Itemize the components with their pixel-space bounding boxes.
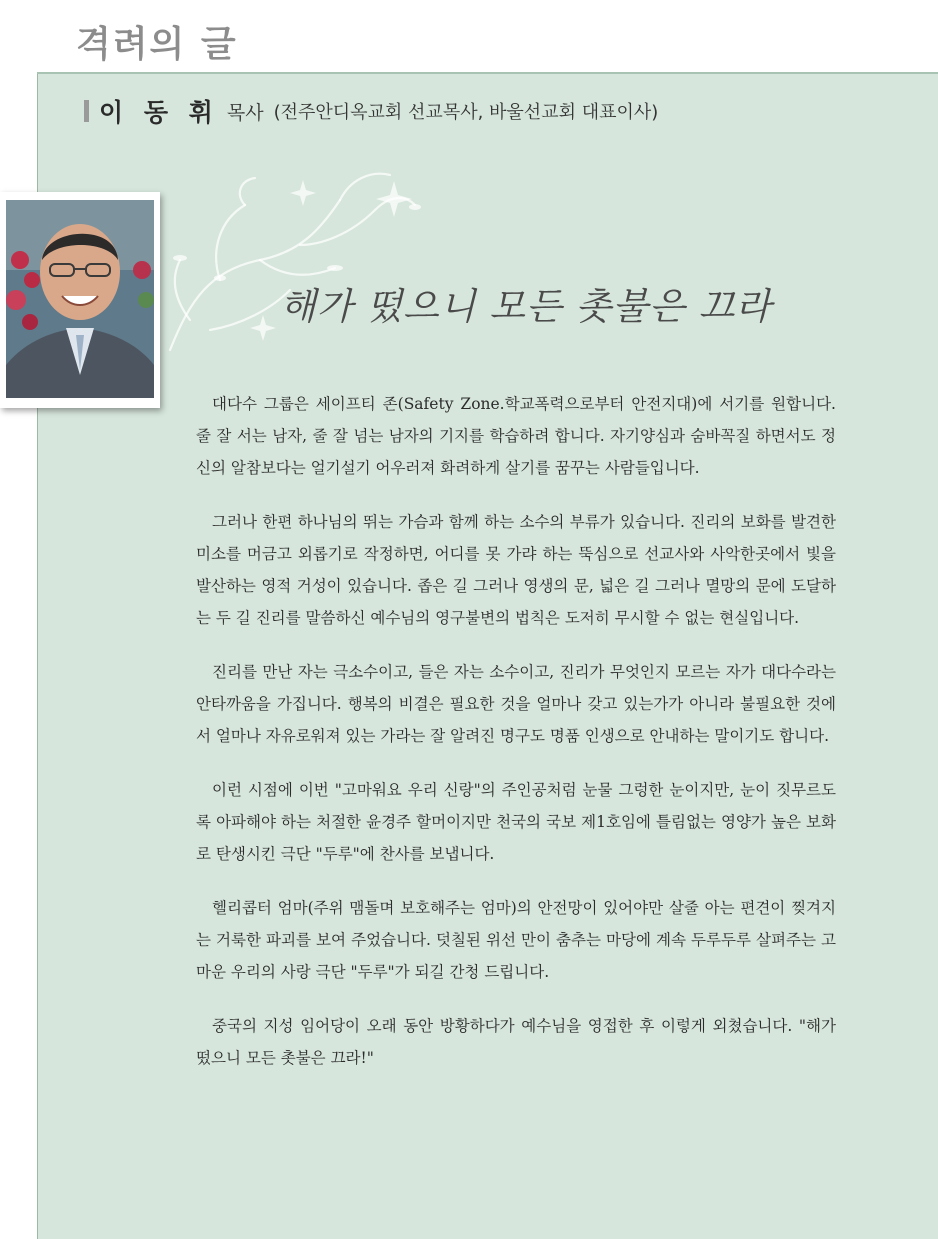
- paragraph: 그러나 한편 하나님의 뛰는 가슴과 함께 하는 소수의 부류가 있습니다. 진리의 보화를 발견한 미소를 머금고 외롭기로 작정하면, 어디를 못 가랴 하는 뚝심으로 선교사와 사악한곳에서 빛을 발산하는 영적 거성이 있습니다. 좁은 길 그러나 영생의 문, 넓은 길 그러나 멸망의 문에 도달하는 두 길 진리를 말씀하신 예수님의 영구불변의 법칙은 도저히 무시할 수 없는 현실입니다.: [196, 513, 836, 627]
- article-headline: 해가 떴으니 모든 촛불은 끄라: [280, 285, 772, 328]
- author-affiliation: (전주안디옥교회 선교목사, 바울선교회 대표이사): [273, 102, 659, 123]
- author-photo-frame: [0, 192, 160, 408]
- author-byline: [84, 96, 658, 126]
- author-role: 목사: [226, 101, 264, 124]
- paragraph: 이런 시점에 이번 "고마워요 우리 신랑"의 주인공처럼 눈물 그렁한 눈이지만, 눈이 짓무르도록 아파해야 하는 처절한 윤경주 할머이지만 천국의 국보 제1호임에 틀림없는 영양가 높은 보화로 탄생시킨 극단 "두루"에 찬사를 보냅니다.: [196, 781, 836, 863]
- byline-bar: [84, 100, 89, 122]
- paragraph: 대다수 그룹은 세이프티 존(Safety Zone.학교폭력으로부터 안전지대)에 서기를 원합니다. 줄 잘 서는 남자, 줄 잘 넘는 남자의 기지를 학습하려 합니다. 자기양심과 숨바꼭질 하면서도 정신의 알참보다는 얼기설기 어우러져 화려하게 살기를 꿈꾸는 사람들입니다.: [196, 395, 836, 477]
- paragraph: 진리를 만난 자는 극소수이고, 들은 자는 소수이고, 진리가 무엇인지 모르는 자가 대다수라는 안타까움을 가집니다. 행복의 비결은 필요한 것을 얼마나 갖고 있는가가 아니라 불필요한 것에서 얼마나 자유로워져 있는 가라는 잘 알려진 명구도 명품 인생으로 안내하는 말이기도 합니다.: [196, 663, 836, 745]
- author-photo: [6, 200, 154, 398]
- paragraph: 헬리콥터 엄마(주위 맴돌며 보호해주는 엄마)의 안전망이 있어야만 살줄 아는 편견이 찢겨지는 거룩한 파괴를 보여 주었습니다. 덧칠된 위선 만이 춤추는 마당에 계속 두루두루 살펴주는 고마운 우리의 사랑 극단 "두루"가 되길 간청 드립니다.: [196, 899, 836, 981]
- author-name: 이 동 휘: [99, 98, 219, 127]
- paragraph: 중국의 지성 임어당이 오래 동안 방황하다가 예수님을 영접한 후 이렇게 외쳤습니다. "해가 떴으니 모든 촛불은 끄라!": [196, 1017, 836, 1067]
- article-body: [196, 388, 836, 1096]
- section-title: 격려의 글: [76, 24, 238, 65]
- divider: [37, 72, 938, 74]
